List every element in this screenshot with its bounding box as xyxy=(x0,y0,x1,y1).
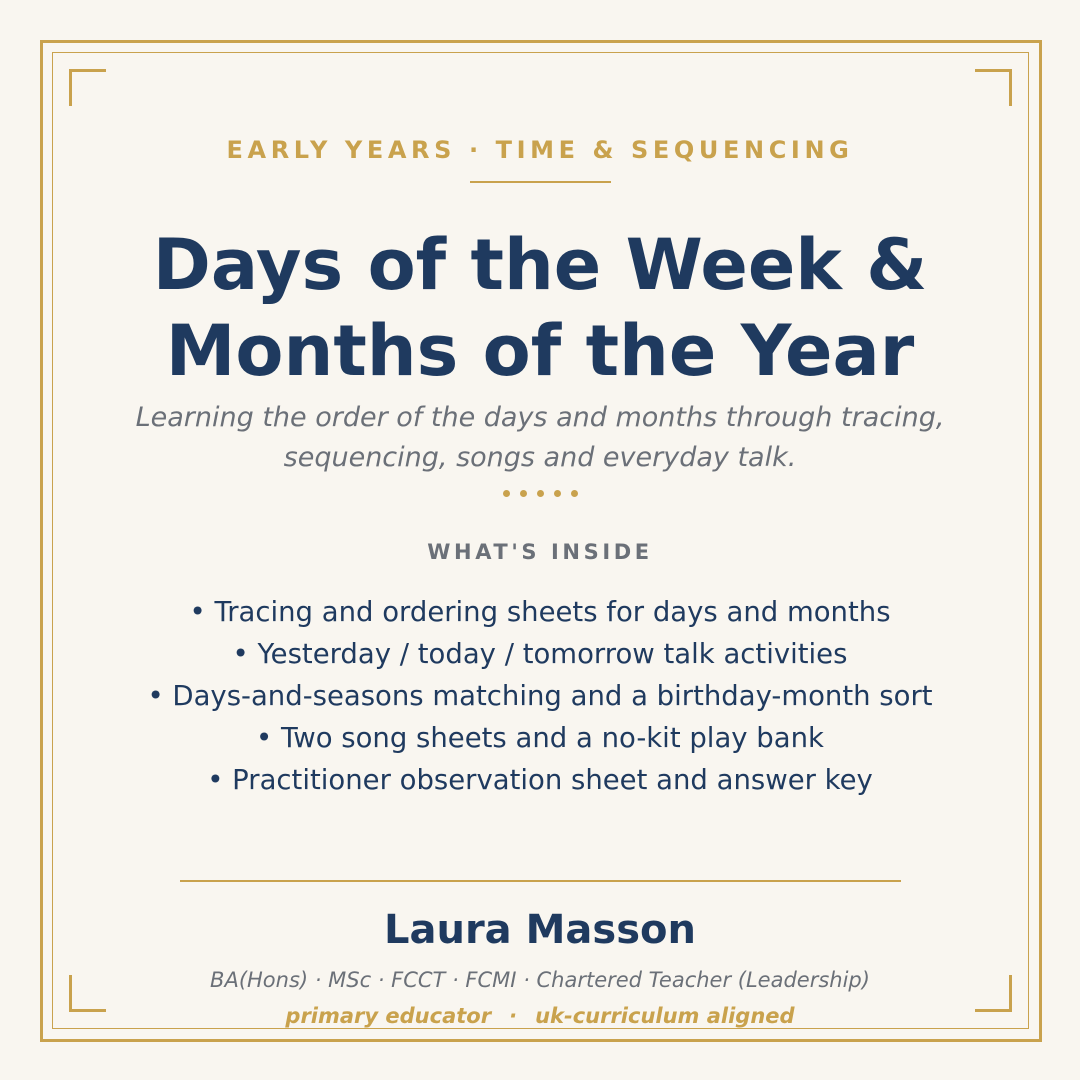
page-title xyxy=(0,222,1080,394)
divider-dot xyxy=(571,490,578,497)
contents-list xyxy=(130,591,950,801)
subtitle: Learning the order of the days and months through tracing, sequencing, songs and everyday talk. xyxy=(135,402,945,473)
author-name: Laura Masson xyxy=(384,907,696,953)
divider-dot xyxy=(537,490,544,497)
author-tagline xyxy=(0,1002,1080,1030)
divider-dot xyxy=(503,490,510,497)
list-item: • Tracing and ordering sheets for days and months xyxy=(130,591,950,633)
list-item: • Days-and-seasons matching and a birthday-month sort xyxy=(130,675,950,717)
title-line-2: Months of the Year xyxy=(165,310,915,392)
list-item: • Two song sheets and a no-kit play bank xyxy=(130,717,950,759)
author-divider xyxy=(180,880,901,882)
author-role: primary educator xyxy=(285,1004,492,1028)
title-line-1: Days of the Week & xyxy=(152,224,928,306)
eyebrow-divider xyxy=(470,181,611,183)
tagline-separator: · xyxy=(509,1004,518,1028)
list-item: • Yesterday / today / tomorrow talk activities xyxy=(130,633,950,675)
author-credentials: BA(Hons) · MSc · FCCT · FCMI · Chartered Teacher (Leadership) xyxy=(210,968,870,992)
dot-divider xyxy=(0,490,1080,497)
curriculum-alignment: uk-curriculum aligned xyxy=(535,1004,795,1028)
divider-dot xyxy=(554,490,561,497)
whats-inside-heading: WHAT'S INSIDE xyxy=(427,540,653,564)
corner-ornament-top-left xyxy=(69,69,106,106)
divider-dot xyxy=(520,490,527,497)
category-eyebrow: EARLY YEARS · TIME & SEQUENCING xyxy=(226,136,854,164)
list-item: • Practitioner observation sheet and answer key xyxy=(130,759,950,801)
corner-ornament-top-right xyxy=(975,69,1012,106)
